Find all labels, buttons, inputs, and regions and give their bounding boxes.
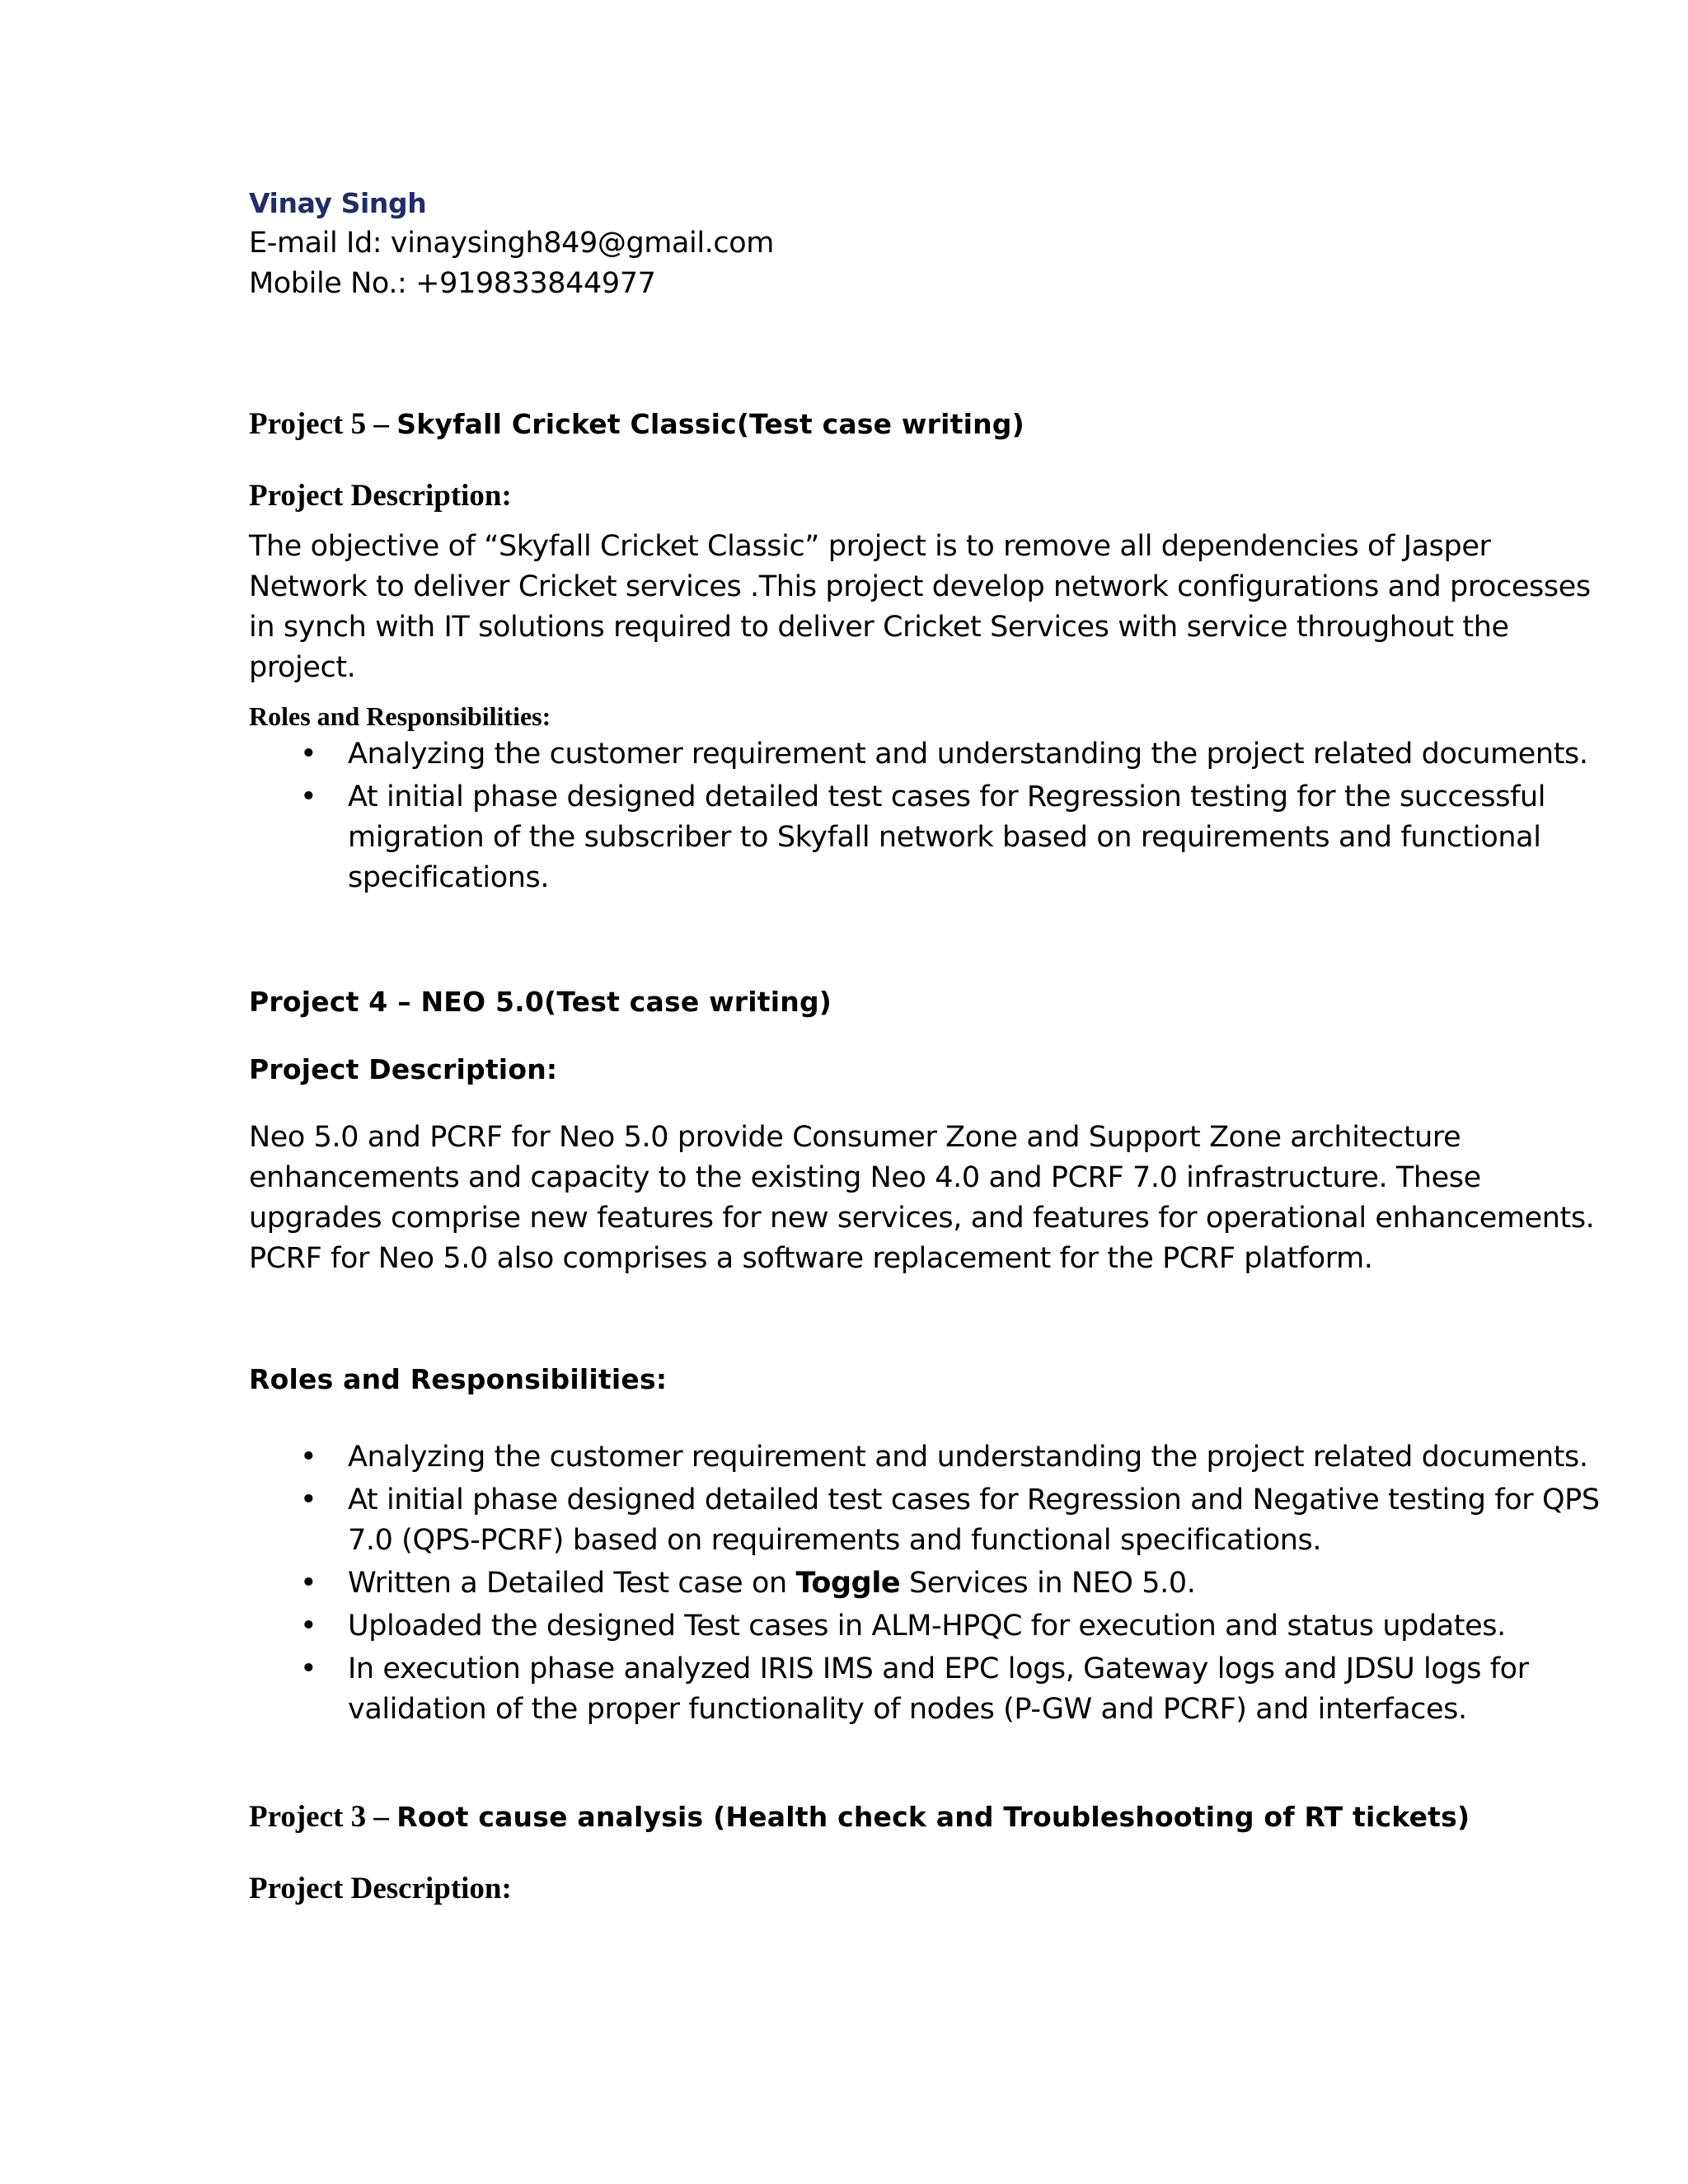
bullet-icon: • [300, 738, 317, 771]
project-4-title: Project 4 – NEO 5.0(Test case writing) [249, 986, 832, 1018]
list-item [249, 1563, 1601, 1604]
list-item [249, 734, 1601, 775]
role-text-after: Services in NEO 5.0. [900, 1567, 1196, 1600]
candidate-name: Vinay Singh [249, 187, 427, 219]
project-3-description-heading: Project Description: [249, 1872, 512, 1905]
project-5-roles-list [249, 734, 1601, 898]
project-5-description: The objective of “Skyfall Cricket Classic” project is to remove all dependencies of Jasper Network to deliver Cricket services .This project develop network configurations and processes in synch with IT solutions required to deliver Cricket Services with service throughout the project. [249, 530, 1591, 684]
project-5-name: Skyfall Cricket Classic(Test case writing) [396, 408, 1025, 440]
email-line: E-mail Id: vinaysingh849@gmail.com [249, 227, 774, 260]
project-5-title [249, 405, 1601, 444]
project-4-description: Neo 5.0 and PCRF for Neo 5.0 provide Consumer Zone and Support Zone architecture enhancements and capacity to the existing Neo 4.0 and PCRF 7.0 infrastructure. These upgrades comprise new features for new services, and features for operational enhancements. PCRF for Neo 5.0 also comprises a software replacement for the PCRF platform. [249, 1121, 1595, 1275]
list-item [249, 1437, 1601, 1478]
list-item [249, 1480, 1601, 1561]
project-3-prefix: Project 3 – [249, 1800, 389, 1834]
project-4-roles-list [249, 1437, 1601, 1730]
project-5-description-heading: Project Description: [249, 479, 512, 513]
project-3-name: Root cause analysis (Health check and Troubleshooting of RT tickets) [396, 1801, 1470, 1833]
role-text: At initial phase designed detailed test cases for Regression and Negative testing for QPS 7.0 (QPS-PCRF) based on requirements and functional specifications. [348, 1483, 1600, 1557]
bullet-icon: • [300, 780, 317, 813]
list-item [249, 1649, 1601, 1730]
document-content [249, 183, 1601, 1910]
project-4-roles-heading: Roles and Responsibilities: [249, 1363, 668, 1395]
role-text: Analyzing the customer requirement and understanding the project related documents. [348, 738, 1588, 771]
role-text: Analyzing the customer requirement and understanding the project related documents. [348, 1441, 1588, 1474]
role-text-bold: Toggle [795, 1567, 901, 1600]
role-text: At initial phase designed detailed test cases for Regression testing for the successful migration of the subscriber to Skyfall network based on requirements and functional specifications. [348, 780, 1546, 894]
project-4-description-heading: Project Description: [249, 1053, 558, 1085]
role-text-before: Written a Detailed Test case on [348, 1567, 796, 1600]
list-item [249, 1606, 1601, 1647]
project-5-prefix: Project 5 – [249, 407, 389, 441]
role-text: Uploaded the designed Test cases in ALM-HPQC for execution and status updates. [348, 1610, 1506, 1643]
bullet-icon: • [300, 1567, 317, 1600]
role-text: In execution phase analyzed IRIS IMS and EPC logs, Gateway logs and JDSU logs for validation of the proper functionality of nodes (P-GW and PCRF) and interfaces. [348, 1652, 1529, 1726]
bullet-icon: • [300, 1441, 317, 1474]
bullet-icon: • [300, 1652, 317, 1685]
mobile-line: Mobile No.: +919833844977 [249, 267, 656, 300]
bullet-icon: • [300, 1610, 317, 1643]
bullet-icon: • [300, 1483, 317, 1516]
project-5-roles-heading: Roles and Responsibilities: [249, 701, 551, 731]
project-3-title [249, 1797, 1601, 1837]
list-item [249, 777, 1601, 898]
